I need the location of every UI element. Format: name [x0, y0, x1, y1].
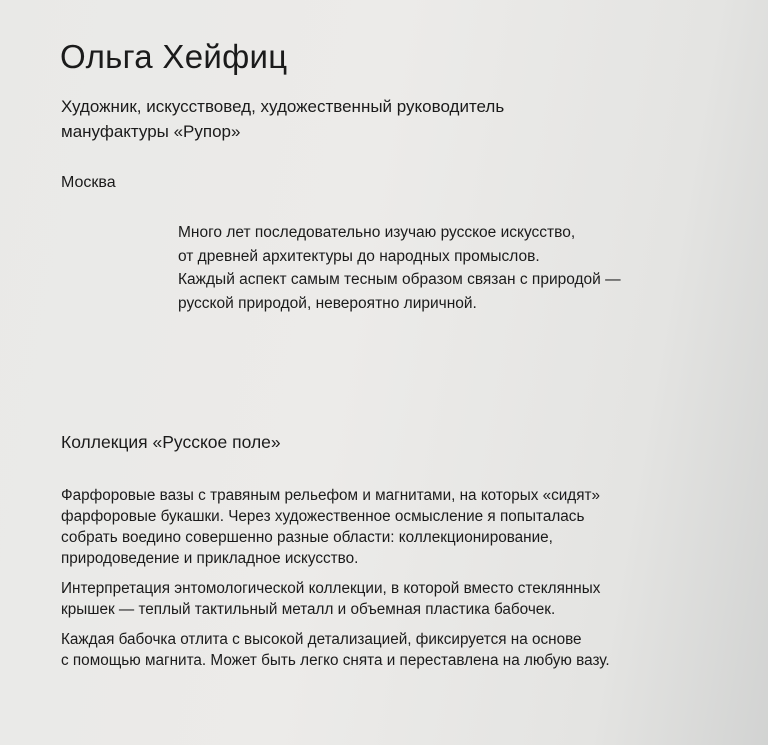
- paragraph-line: собрать воедино совершенно разные области: коллекционирование,: [61, 529, 553, 546]
- artist-city: Москва: [61, 174, 116, 191]
- collection-description: [61, 485, 741, 680]
- artist-role-line: Художник, искусствовед, художественный руководитель: [61, 97, 505, 116]
- artist-role: [61, 94, 504, 144]
- paragraph-line: Каждая бабочка отлита с высокой детализацией, фиксируется на основе: [61, 631, 582, 648]
- paragraph-line: природоведение и прикладное искусство.: [61, 550, 359, 567]
- quote-line: Каждый аспект самым тесным образом связан с природой —: [178, 271, 621, 288]
- collection-heading: Коллекция «Русское поле»: [61, 432, 281, 452]
- paragraph-line: Интерпретация энтомологической коллекции, в которой вместо стеклянных: [61, 580, 601, 597]
- artist-name: Ольга Хейфиц: [60, 38, 288, 75]
- quote-line: от древней архитектуры до народных промыслов.: [178, 247, 540, 265]
- paragraph: [61, 485, 741, 569]
- paragraph-line: фарфоровые букашки. Через художественное осмысление я попыталась: [61, 508, 585, 525]
- quote-line: Много лет последовательно изучаю русское искусство,: [178, 224, 576, 241]
- paragraph-line: с помощью магнита. Может быть легко снята и переставлена на любую вазу.: [61, 652, 610, 669]
- paragraph: [61, 629, 741, 671]
- artist-quote: [178, 221, 621, 315]
- paragraph-line: крышек — теплый тактильный металл и объемная пластика бабочек.: [61, 601, 556, 618]
- artist-role-line: мануфактуры «Рупор»: [61, 122, 241, 141]
- paragraph-line: Фарфоровые вазы с травяным рельефом и магнитами, на которых «сидят»: [61, 487, 601, 504]
- paragraph: [61, 578, 741, 620]
- quote-line: русской природой, невероятно лиричной.: [178, 294, 477, 312]
